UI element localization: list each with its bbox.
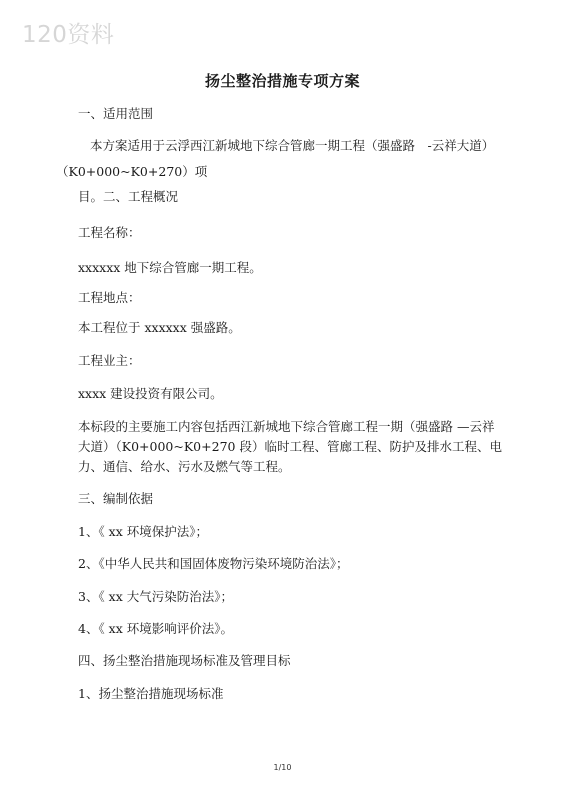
section-heading-standards: 四、扬尘整治措施现场标准及管理目标: [78, 653, 291, 668]
value-project-name: xxxxxx 地下综合管廊一期工程。: [78, 260, 262, 275]
paragraph-scope-of-work-line-2: 大道）（K0+000~K0+270 段）临时工程、管廊工程、防护及排水工程、电: [78, 439, 502, 454]
document-title: 扬尘整治措施专项方案: [204, 72, 360, 90]
label-project-owner: 工程业主：: [78, 353, 141, 368]
basis-item-4: 4、《 xx 环境影响评价法》。: [78, 621, 233, 636]
section-heading-scope: 一、适用范围: [78, 106, 154, 121]
label-project-name: 工程名称：: [78, 225, 141, 240]
watermark: 120资料: [22, 22, 115, 48]
page-number: 1/10: [273, 763, 292, 772]
basis-item-3: 3、《 xx 大气污染防治法》；: [78, 589, 233, 604]
paragraph-scope-line-2: （K0+000~K0+270）项: [56, 164, 208, 179]
section-heading-overview: 目。二、工程概况: [78, 189, 179, 204]
label-project-location: 工程地点：: [78, 290, 141, 305]
paragraph-scope-line-1: 本方案适用于云浮西江新城地下综合管廊一期工程（强盛路 -云祥大道）: [90, 138, 495, 153]
paragraph-scope-of-work-line-3: 力、通信、给水、污水及燃气等工程。: [78, 459, 291, 474]
paragraph-scope-of-work-line-1: 本标段的主要施工内容包括西江新城地下综合管廊工程一期（强盛路 —云祥: [78, 419, 495, 434]
basis-item-1: 1、《 xx 环境保护法》；: [78, 524, 208, 539]
basis-item-2: 2、《中华人民共和国固体废物污染环境防治法》；: [78, 556, 349, 571]
value-project-location: 本工程位于 xxxxxx 强盛路。: [78, 320, 241, 335]
subsection-heading-standards: 1、扬尘整治措施现场标准: [78, 686, 224, 701]
value-project-owner: xxxx 建设投资有限公司。: [78, 386, 223, 401]
section-heading-basis: 三、编制依据: [78, 491, 154, 506]
